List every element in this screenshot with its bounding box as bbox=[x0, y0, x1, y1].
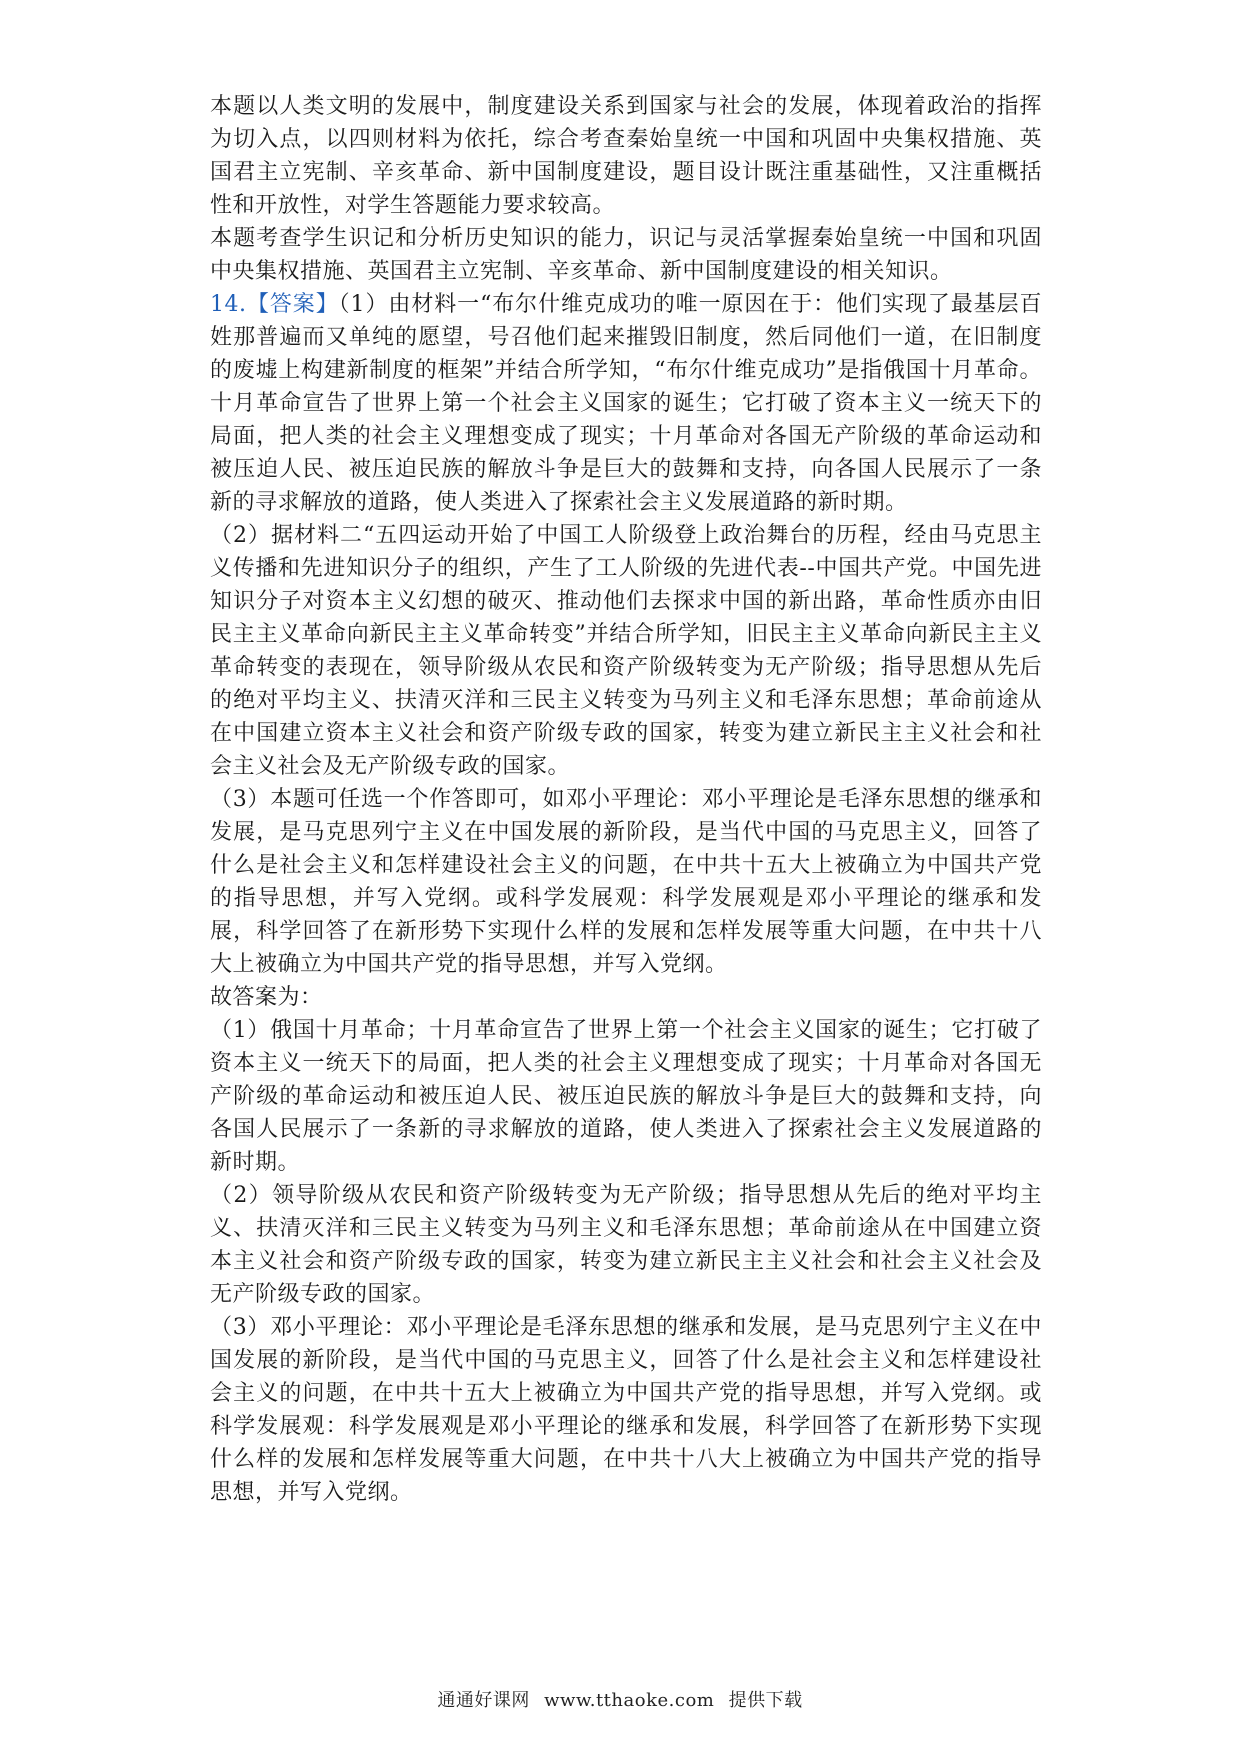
question-number: 14. bbox=[210, 292, 247, 317]
intro-paragraph-1: 本题以人类文明的发展中，制度建设关系到国家与社会的发展，体现着政治的指挥为切入点，以四则材料为依托，综合考查秦始皇统一中国和巩固中央集权措施、英国君主立宪制、辛亥革命、新中国制度建设，题目设计既注重基础性，又注重概括性和开放性，对学生答题能力要求较高。 bbox=[210, 94, 1042, 218]
summary-answer-1: （1）俄国十月革命；十月革命宣告了世界上第一个社会主义国家的诞生；它打破了资本主义一统天下的局面，把人类的社会主义理想变成了现实；十月革命对各国无产阶级的革命运动和被压迫人民、被压迫民族的解放斗争是巨大的鼓舞和支持，向各国人民展示了一条新的寻求解放的道路，使人类进入了探索社会主义发展道路的新时期。 bbox=[210, 1018, 1042, 1175]
footer-url[interactable]: www.tthaoke.com bbox=[544, 1690, 715, 1711]
document-body bbox=[210, 90, 1042, 1509]
page-footer bbox=[0, 1686, 1240, 1712]
answer-part-2: （2）据材料二“五四运动开始了中国工人阶级登上政治舞台的历程，经由马克思主义传播和先进知识分子的组织，产生了工人阶级的先进代表--中国共产党。中国先进知识分子对资本主义幻想的破灭、推动他们去探求中国的新出路，革命性质亦由旧民主主义革命向新民主主义革命转变”并结合所学知，旧民主主义革命向新民主主义革命转变的表现在，领导阶级从农民和资产阶级转变为无产阶级；指导思想从先后的绝对平均主义、扶清灭洋和三民主义转变为马列主义和毛泽东思想；革命前途从在中国建立资本主义社会和资产阶级专政的国家，转变为建立新民主主义社会和社会主义社会及无产阶级专政的国家。 bbox=[210, 523, 1042, 779]
answer-part-1: （1）由材料一“布尔什维克成功的唯一原因在于：他们实现了最基层百姓那普遍而又单纯的愿望，号召他们起来摧毁旧制度，然后同他们一道，在旧制度的废墟上构建新制度的框架”并结合所学知，“布尔什维克成功”是指俄国十月革命。十月革命宣告了世界上第一个社会主义国家的诞生；它打破了资本主义一统天下的局面，把人类的社会主义理想变成了现实；十月革命对各国无产阶级的革命运动和被压迫人民、被压迫民族的解放斗争是巨大的鼓舞和支持，向各国人民展示了一条新的寻求解放的道路，使人类进入了探索社会主义发展道路的新时期。 bbox=[210, 292, 1042, 515]
question-14-answer bbox=[210, 288, 1042, 519]
answer-part-3: （3）本题可任选一个作答即可，如邓小平理论：邓小平理论是毛泽东思想的继承和发展，是马克思列宁主义在中国发展的新阶段，是当代中国的马克思主义，回答了什么是社会主义和怎样建设社会主义的问题，在中共十五大上被确立为中国共产党的指导思想，并写入党纲。或科学发展观：科学发展观是邓小平理论的继承和发展，科学回答了在新形势下实现什么样的发展和怎样发展等重大问题，在中共十八大上被确立为中国共产党的指导思想，并写入党纲。 bbox=[210, 787, 1042, 977]
answer-tag: 【答案】 bbox=[246, 292, 339, 317]
summary-answer-2: （2）领导阶级从农民和资产阶级转变为无产阶级；指导思想从先后的绝对平均主义、扶清灭洋和三民主义转变为马列主义和毛泽东思想；革命前途从在中国建立资本主义社会和资产阶级专政的国家，转变为建立新民主主义社会和社会主义社会及无产阶级专政的国家。 bbox=[210, 1183, 1042, 1307]
summary-answer-3: （3）邓小平理论：邓小平理论是毛泽东思想的继承和发展，是马克思列宁主义在中国发展的新阶段，是当代中国的马克思主义，回答了什么是社会主义和怎样建设社会主义的问题，在中共十五大上被确立为中国共产党的指导思想，并写入党纲。或科学发展观：科学发展观是邓小平理论的继承和发展，科学回答了在新形势下实现什么样的发展和怎样发展等重大问题，在中共十八大上被确立为中国共产党的指导思想，并写入党纲。 bbox=[210, 1315, 1042, 1505]
intro-paragraph-2: 本题考查学生识记和分析历史知识的能力，识记与灵活掌握秦始皇统一中国和巩固中央集权措施、英国君主立宪制、辛亥革命、新中国制度建设的相关知识。 bbox=[210, 226, 1042, 284]
footer-site-name: 通通好课网 bbox=[437, 1690, 530, 1711]
summary-label: 故答案为： bbox=[210, 985, 323, 1010]
footer-note: 提供下载 bbox=[728, 1690, 803, 1711]
